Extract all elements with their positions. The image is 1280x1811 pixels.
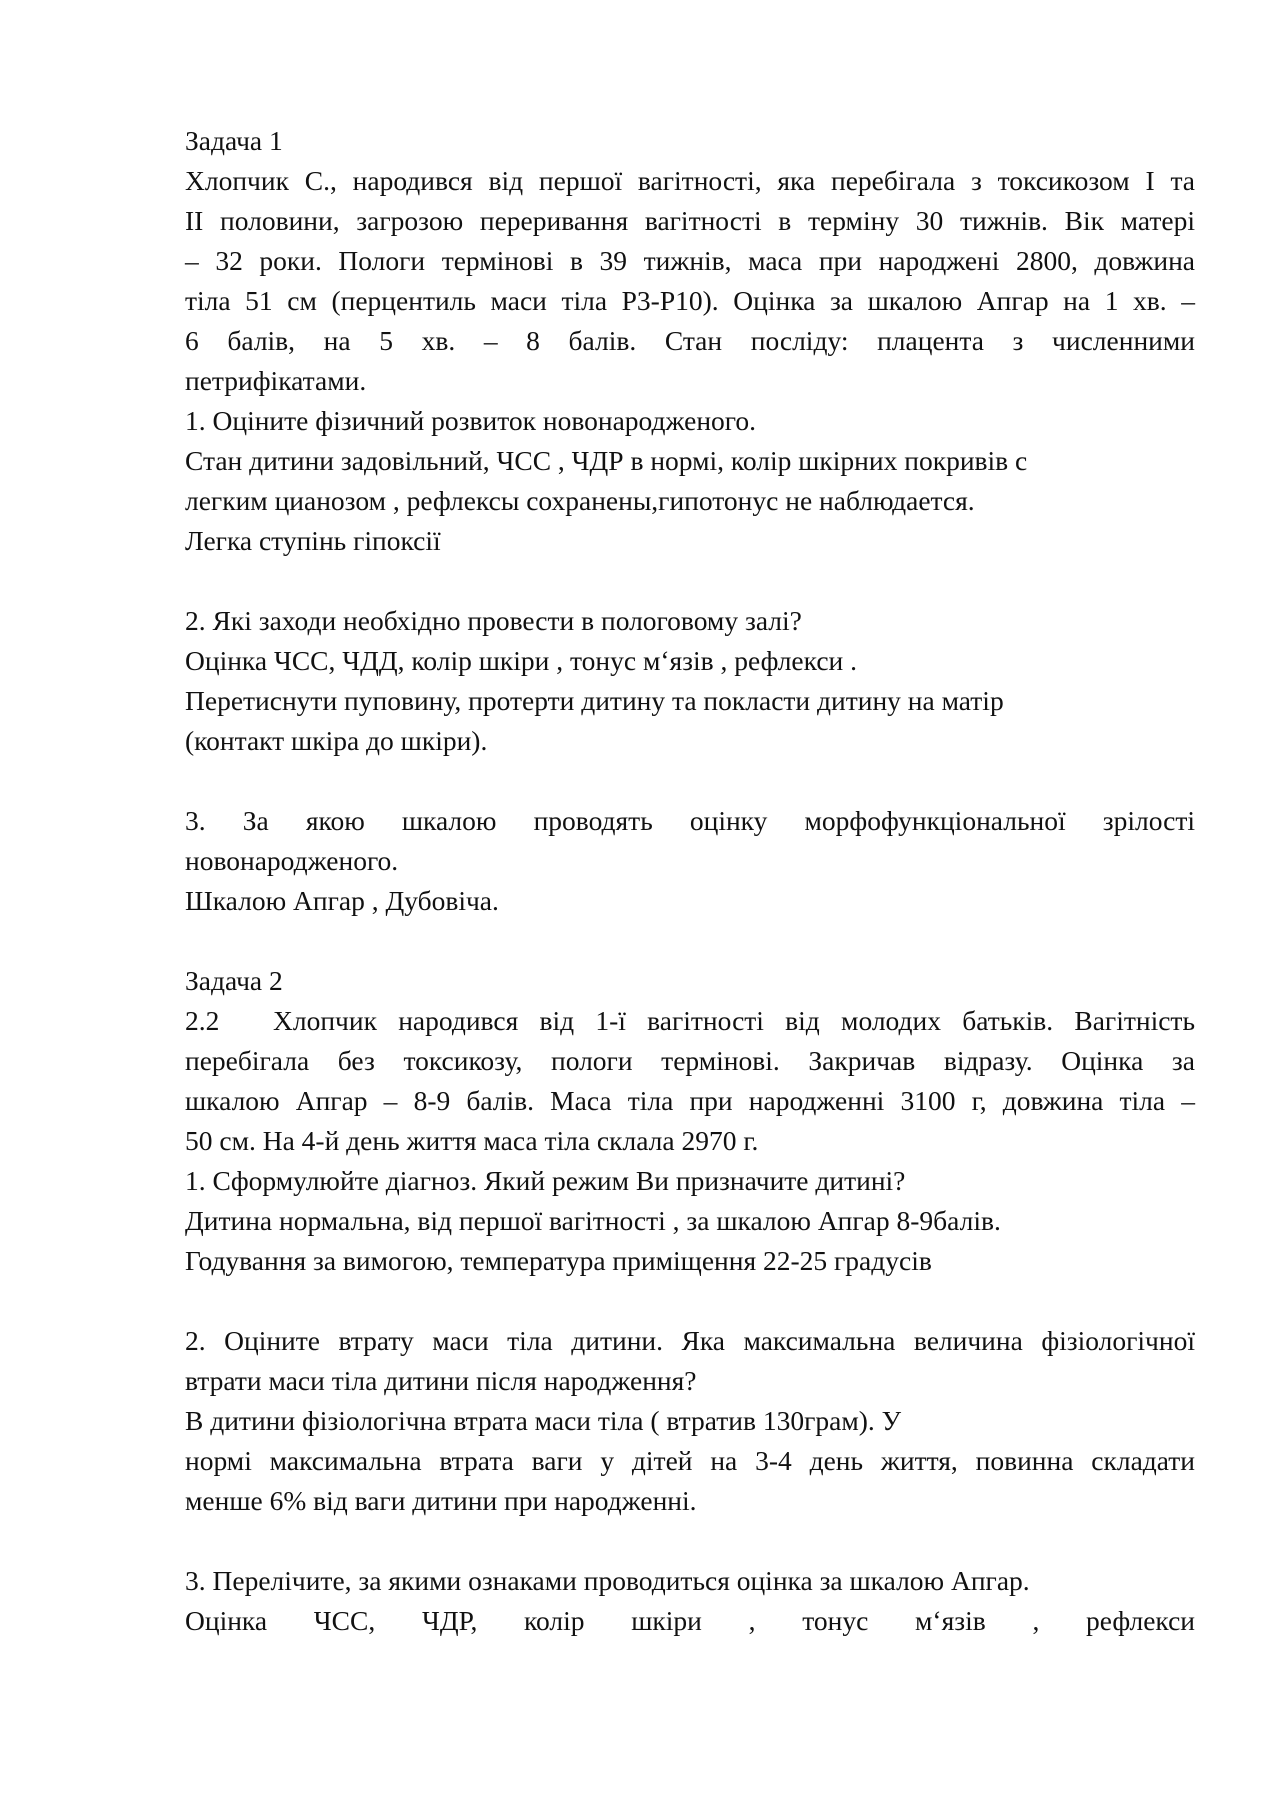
spacer <box>185 1281 1195 1321</box>
task2-text-line: перебігала без токсикозу, пологи термінові. Закричав відразу. Оцінка за <box>185 1045 1195 1076</box>
document-body <box>185 121 1195 1641</box>
task2-answer-1: Годування за вимогою, температура приміщення 22-25 градусів <box>185 1245 932 1276</box>
task2-answer-2: В дитини фізіологічна втрата маси тіла ( втратив 130грам). У <box>185 1405 902 1436</box>
task1-text-line: петрифікатами. <box>185 365 367 396</box>
task1-answer-2: (контакт шкіра до шкіри). <box>185 725 488 756</box>
task1-text-line: – 32 роки. Пологи термінові в 39 тижнів, маса при народжені 2800, довжина <box>185 245 1195 276</box>
task2-question-3: 3. Перелічите, за якими ознаками проводиться оцінка за шкалою Апгар. <box>185 1565 1030 1596</box>
task1-question-1: 1. Оціните фізичний розвиток новонародженого. <box>185 405 757 436</box>
task1-text-line: тіла 51 см (перцентиль маси тіла Р3-Р10). Оцінка за шкалою Апгар на 1 хв. – <box>185 285 1195 316</box>
spacer <box>185 761 1195 801</box>
task2-answer-2: менше 6% від ваги дитини при народженні. <box>185 1485 697 1516</box>
task1-text-line: Хлопчик С., народився від першої вагітності, яка перебігала з токсикозом І та <box>185 165 1195 196</box>
task1-answer-2: Перетиснути пуповину, протерти дитину та покласти дитину на матір <box>185 685 1004 716</box>
task2-answer-3: Оцінка ЧСС, ЧДР, колір шкіри , тонус м‘язів , рефлекси <box>185 1605 1195 1636</box>
task2-question-2: 2. Оціните втрату маси тіла дитини. Яка максимальна величина фізіологічної <box>185 1325 1195 1356</box>
task1-text-line: 6 балів, на 5 хв. – 8 балів. Стан посліду: плацента з численними <box>185 325 1195 356</box>
task2-text-line <box>185 1001 1195 1041</box>
task1-title: Задача 1 <box>185 125 283 156</box>
task1-answer-3: Шкалою Апгар , Дубовіча. <box>185 885 499 916</box>
task2-text-line: шкалою Апгар – 8-9 балів. Маса тіла при народженні 3100 г, довжина тіла – <box>185 1085 1195 1116</box>
task2-number: 2.2 <box>185 1005 220 1036</box>
task1-text-line: ІІ половини, загрозою переривання вагітності в терміну 30 тижнів. Вік матері <box>185 205 1195 236</box>
task1-answer-2: Оцінка ЧСС, ЧДД, колір шкіри , тонус м‘язів , рефлекси . <box>185 645 857 676</box>
task2-answer-2: нормі максимальна втрата ваги у дітей на 3-4 день життя, повинна складати <box>185 1445 1195 1476</box>
task1-answer-1: легким цианозом , рефлексы сохранены,гипотонус не наблюдается. <box>185 485 975 516</box>
task1-answer-1: Стан дитини задовільний, ЧСС , ЧДР в нормі, колір шкірних покривів с <box>185 445 1028 476</box>
task1-question-3: новонародженого. <box>185 845 399 876</box>
task2-question-1: 1. Сформулюйте діагноз. Який режим Ви призначите дитині? <box>185 1165 906 1196</box>
task2-answer-1: Дитина нормальна, від першої вагітності , за шкалою Апгар 8-9балів. <box>185 1205 1001 1236</box>
task1-question-2: 2. Які заходи необхідно провести в пологовому залі? <box>185 605 802 636</box>
task2-title: Задача 2 <box>185 965 283 996</box>
task2-text-first: Хлопчик народився від 1-ї вагітності від молодих батьків. Вагітність <box>273 1005 1195 1036</box>
task2-text-line: 50 см. На 4-й день життя маса тіла склала 2970 г. <box>185 1125 759 1156</box>
task1-question-3: 3. За якою шкалою проводять оцінку морфофункціональної зрілості <box>185 805 1195 836</box>
task2-question-2: втрати маси тіла дитини після народження? <box>185 1365 697 1396</box>
spacer <box>185 561 1195 601</box>
spacer <box>185 921 1195 961</box>
spacer <box>185 1521 1195 1561</box>
task1-answer-1: Легка ступінь гіпоксії <box>185 525 441 556</box>
